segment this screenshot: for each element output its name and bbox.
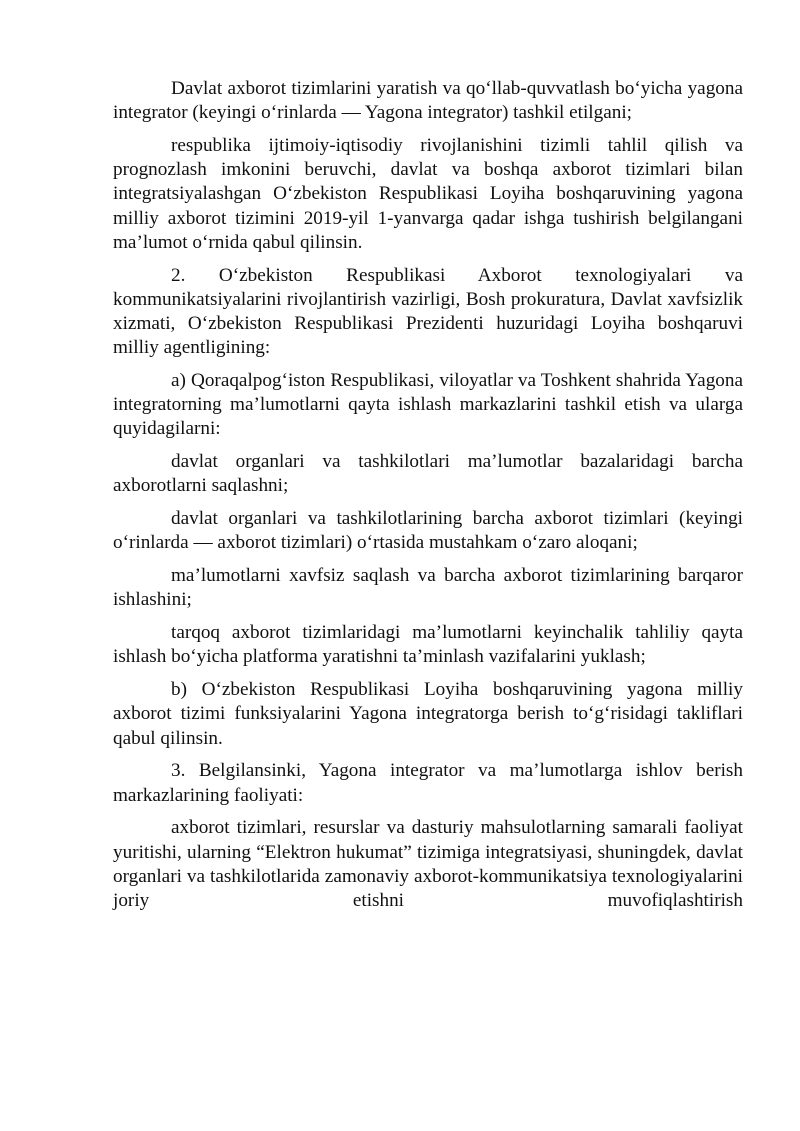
- paragraph-item-3: 3. Belgilansinki, Yagona integrator va ma’lumotlarga ishlov berish markazlarining faoliyati:: [113, 760, 743, 806]
- paragraph-milliy-axborot-tizimi: respublika ijtimoiy-iqtisodiy rivojlanishini tizimli tahlil qilish va prognozlash imkonini beruvchi, davlat va boshqa axborot tizimlari bilan integratsiyalashgan O‘zbekiston Respublikasi Loyiha boshqaruvining yagona milliy axborot tizimini 2019-yil 1-yanvarga qadar ishga tushirish belgilangani ma’lumot o‘rnida qabul qilinsin.: [113, 135, 743, 253]
- paragraph-saqlash: davlat organlari va tashkilotlari ma’lumotlar bazalaridagi barcha axborotlarni saqlashni;: [113, 451, 743, 497]
- paragraph-platforma: tarqoq axborot tizimlaridagi ma’lumotlarni keyinchalik tahliliy qayta ishlash bo‘yicha platforma yaratishni ta’minlash vazifalarini yuklash;: [113, 622, 743, 668]
- paragraph-faoliyat: axborot tizimlari, resurslar va dasturiy mahsulotlarning samarali faoliyat yuritishi, ularning “Elektron hukumat” tizimiga integratsiyasi, shuningdek, davlat organlari va tashkilotlarida zamonaviy axborot-kommunikatsiya texnologiyalarini joriy etishni muvofiqlashtirish: [113, 817, 743, 912]
- document-page: [113, 77, 743, 913]
- paragraph-item-2a: a) Qoraqalpog‘iston Respublikasi, viloyatlar va Toshkent shahrida Yagona integratorning ma’lumotlarni qayta ishlash markazlarini tashkil etish va ularga quyidagilarni:: [113, 370, 743, 440]
- paragraph-item-2: 2. O‘zbekiston Respublikasi Axborot texnologiyalari va kommunikatsiyalarini rivojlantirish vazirligi, Bosh prokuratura, Davlat xavfsizlik xizmati, O‘zbekiston Respublikasi Prezidenti huzuridagi Loyiha boshqaruvi milliy agentligining:: [113, 264, 743, 359]
- paragraph-aloqa: davlat organlari va tashkilotlarining barcha axborot tizimlari (keyingi o‘rinlarda — axborot tizimlari) o‘rtasida mustahkam o‘zaro aloqani;: [113, 508, 743, 554]
- paragraph-yagona-integrator: Davlat axborot tizimlarini yaratish va qo‘llab-quvvatlash bo‘yicha yagona integrator (keyingi o‘rinlarda — Yagona integrator) tashkil etilgani;: [113, 78, 743, 124]
- paragraph-xavfsiz-saqlash: ma’lumotlarni xavfsiz saqlash va barcha axborot tizimlarining barqaror ishlashini;: [113, 565, 743, 611]
- paragraph-item-2b: b) O‘zbekiston Respublikasi Loyiha boshqaruvining yagona milliy axborot tizimi funksiyalarini Yagona integratorga berish to‘g‘risidagi takliflari qabul qilinsin.: [113, 679, 743, 749]
